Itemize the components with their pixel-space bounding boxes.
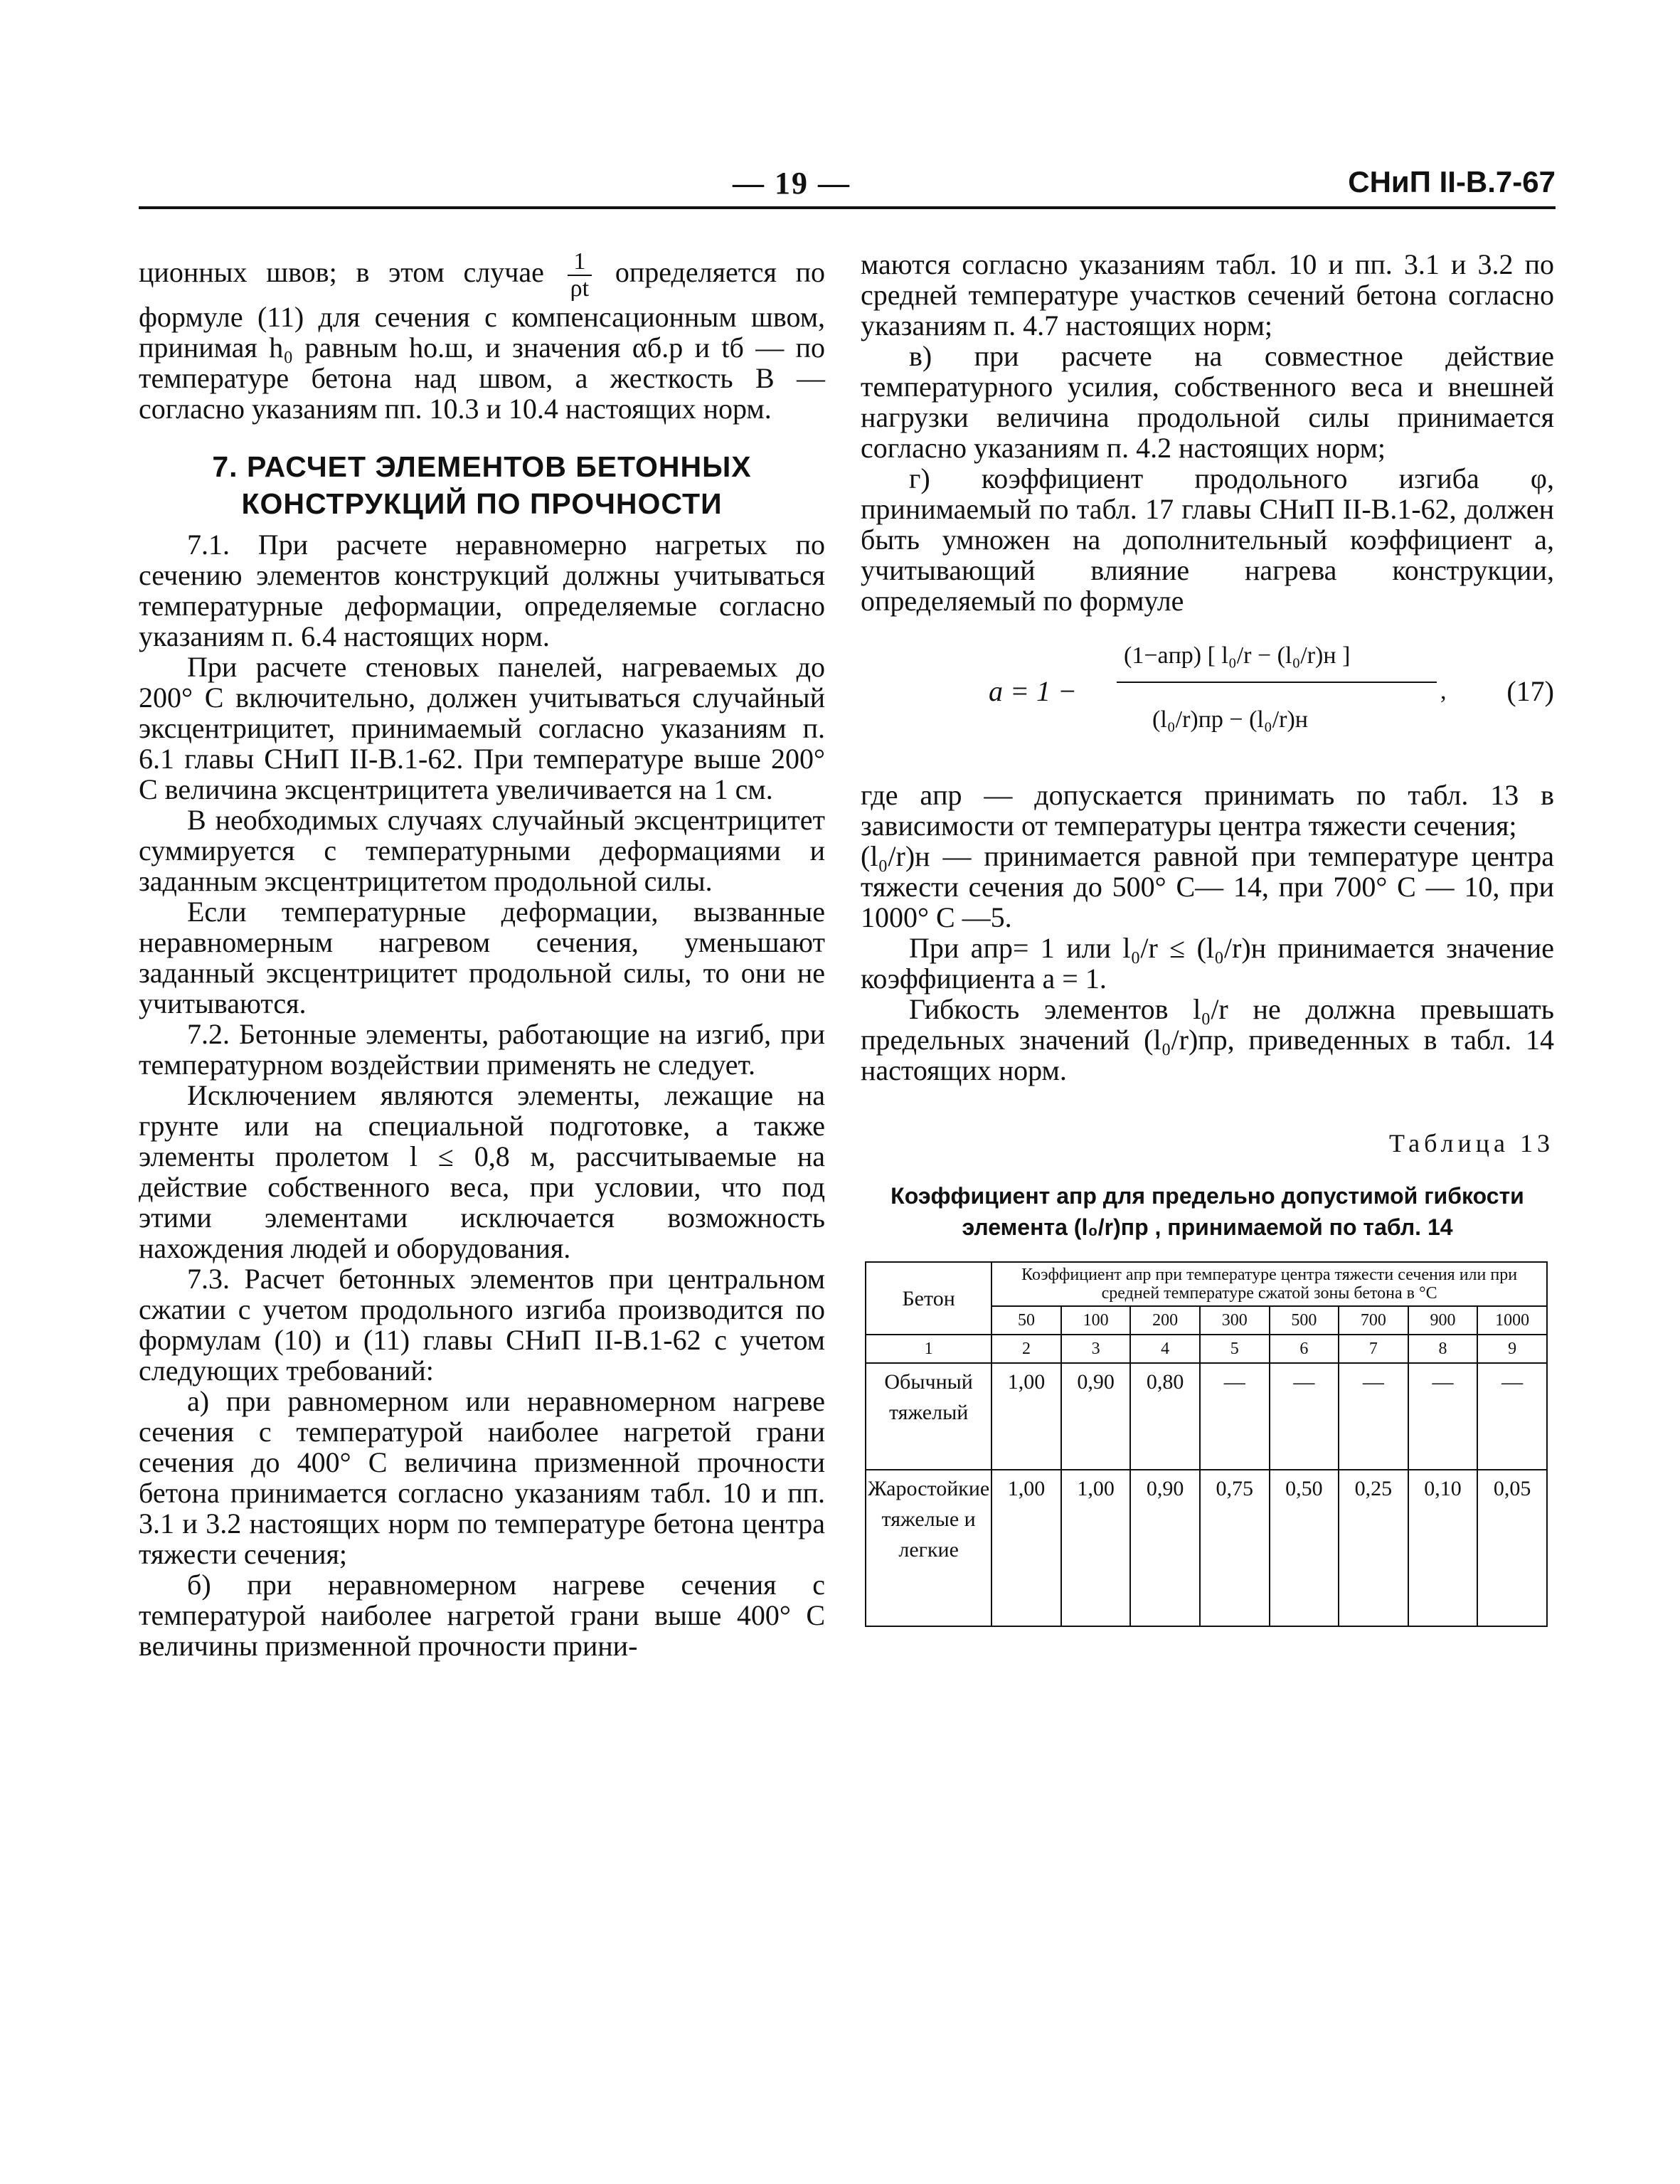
table-cell: — (1270, 1363, 1339, 1470)
table-title (861, 1180, 1554, 1243)
col-number: 7 (1339, 1335, 1408, 1363)
paragraph-7-2: 7.2. Бетонные элементы, работающие на изгиб, при температурном воздействии применять не следует. (139, 1018, 825, 1081)
concrete-name: Жаростойкие тяжелые и легкие (866, 1470, 991, 1626)
table-cell: 0,10 (1408, 1470, 1478, 1626)
list-item-g: г) коэффициент продольного изгиба φ, принимаемый по табл. 17 главы СНиП II-В.1-62, должен быть умножен на дополнительный коэффициент a, учитывающий влияние нагрева конструкции, определяемый по формуле (861, 462, 1554, 617)
fraction (568, 249, 592, 302)
col-number: 8 (1408, 1335, 1478, 1363)
paragraph: При aпр= 1 или l₀/r ≤ (l₀/r)н принимается значение коэффициента a = 1. (861, 932, 1554, 995)
table-cell: 0,75 (1200, 1470, 1270, 1626)
list-item-v: в) при расчете на совместное действие температурного усилия, собственного веса и внешней нагрузки величина продольной силы принимается согласно указаниям п. 4.2 настоящих норм; (861, 340, 1554, 464)
where-item-apr (861, 780, 1554, 841)
text-fragment: ционных швов; в этом случае (139, 256, 544, 289)
temp-header: 700 (1339, 1306, 1408, 1335)
table-13 (865, 1261, 1548, 1627)
temp-header: 50 (991, 1306, 1061, 1335)
temp-header: 1000 (1477, 1306, 1547, 1335)
table-cell: 0,25 (1339, 1470, 1408, 1626)
fraction-bar (1117, 682, 1437, 683)
table-title-line: элемента (l₀/r)пр , принимаемой по табл. 14 (962, 1214, 1453, 1240)
paragraph-continuation (139, 249, 825, 424)
temp-header: 500 (1270, 1306, 1339, 1335)
col-number: 5 (1200, 1335, 1270, 1363)
table-cell: — (1339, 1363, 1408, 1470)
col-number: 6 (1270, 1335, 1339, 1363)
table-cell: 1,00 (991, 1363, 1061, 1470)
table-cell: 0,80 (1130, 1363, 1200, 1470)
table-row (866, 1470, 1547, 1626)
col-number: 1 (866, 1335, 991, 1363)
temp-header: 100 (1061, 1306, 1131, 1335)
table-cell: — (1408, 1363, 1478, 1470)
table-cell: — (1200, 1363, 1270, 1470)
formula-17 (861, 626, 1554, 775)
paragraph-7-3: 7.3. Расчет бетонных элементов при центральном сжатии с учетом продольного изгиба производится по формулам (10) и (11) главы СНиП II-В.1-62 с учетом следующих требований: (139, 1263, 825, 1387)
table-row (866, 1363, 1547, 1470)
table-cell: 0,90 (1130, 1470, 1200, 1626)
section-title: 7. РАСЧЕТ ЭЛЕМЕНТОВ БЕТОННЫХ КОНСТРУКЦИЙ ПО ПРОЧНОСТИ (212, 450, 752, 520)
document-code: СНиП II-В.7-67 (1348, 165, 1556, 198)
list-item-a: а) при равномерном или неравномерном нагреве сечения с температурой наиболее нагретой грани сечения до 400° С величина призменной прочности бетона принимается согласно указаниям табл. 10 и пп. 3.1 и 3.2 настоящих норм по температуре бетона центра тяжести сечения; (139, 1385, 825, 1570)
temp-header: 300 (1200, 1306, 1270, 1335)
col-number: 3 (1061, 1335, 1131, 1363)
table-header-concrete: Бетон (866, 1262, 991, 1335)
paragraph: Гибкость элементов l₀/r не должна превышать предельных значений (l₀/r)пр, приведенных в табл. 14 настоящих норм. (861, 993, 1554, 1086)
table-cell: 1,00 (991, 1470, 1061, 1626)
table-cell: 0,05 (1477, 1470, 1547, 1626)
table-cell: — (1477, 1363, 1547, 1470)
temp-header: 900 (1408, 1306, 1478, 1335)
formula-comma: , (1440, 678, 1447, 704)
where-symbol: где aпр — (861, 779, 1013, 811)
temp-header: 200 (1130, 1306, 1200, 1335)
concrete-name: Обычный тяжелый (866, 1363, 991, 1470)
table-cell: 1,00 (1061, 1470, 1131, 1626)
col-number: 2 (991, 1335, 1061, 1363)
table-cell: 0,50 (1270, 1470, 1339, 1626)
paragraph: В необходимых случаях случайный эксцентрицитет суммируется с температурными деформациями и заданным эксцентрицитетом продольной силы. (139, 804, 825, 897)
text-fragment: определяется по формуле (11) для сечения с компенсационным швом, принимая h₀ равным hо.ш, и значения αб.р и tб — по температуре бетона над швом, а жесткость B — согласно указаниям пп. 10.3 и 10.4 настоящих норм. (139, 256, 826, 425)
paragraph: При расчете стеновых панелей, нагреваемых до 200° С включительно, должен учитываться случайный эксцентрицитет, принимаемый согласно указаниям п. 6.1 главы СНиП II-В.1-62. При температуре выше 200° С величина эксцентрицитета увеличивается на 1 см. (139, 651, 825, 805)
fraction-numerator: 1 (568, 249, 592, 276)
list-item-b: б) при неравномерном нагреве сечения с температурой наиболее нагретой грани выше 400° С величины призменной прочности прини- (139, 1569, 825, 1662)
where-symbol: (l₀/r)н — (861, 840, 972, 872)
col-number: 9 (1477, 1335, 1547, 1363)
left-column (139, 249, 825, 1661)
table-group-header: Коэффициент aпр при температуре центра тяжести сечения или при средней температуре сжатой зоны бетона в °С (991, 1262, 1547, 1306)
col-number: 4 (1130, 1335, 1200, 1363)
right-column (861, 249, 1554, 1627)
paragraph: Если температурные деформации, вызванные неравномерным нагревом сечения, уменьшают заданный эксцентрицитет продольной силы, то они не учитываются. (139, 896, 825, 1019)
table-cell: 0,90 (1061, 1363, 1131, 1470)
table-title-line: Коэффициент aпр для предельно допустимой гибкости (890, 1183, 1524, 1209)
page-number: — 19 — (733, 166, 851, 201)
where-text: принимается равной при температуре центра тяжести сечения до 500° С— 14, при 700° С — 10, при 1000° С —5. (861, 840, 1555, 933)
fraction-denominator: ρt (570, 275, 590, 302)
formula-lhs: a = 1 − (989, 675, 1077, 707)
where-text: допускается принимать по табл. 13 в зависимости от температуры центра тяжести сечения; (861, 779, 1555, 842)
formula-number: (17) (1506, 675, 1554, 707)
table-caption: Таблица 13 (1389, 1129, 1554, 1157)
formula-numerator: (1−aпр) [ l₀/r − (l₀/r)н ] (1124, 642, 1351, 669)
where-item-lr (861, 841, 1554, 933)
paragraph: Исключением являются элементы, лежащие на грунте или на специальной подготовке, а также элементы пролетом l ≤ 0,8 м, рассчитываемые на действие собственного веса, при условии, что под этими элементами исключается возможность нахождения людей и оборудования. (139, 1079, 825, 1264)
paragraph-continuation: маются согласно указаниям табл. 10 и пп. 3.1 и 3.2 по средней температуре участков сечений бетона согласно указаниям п. 4.7 настоящих норм; (861, 248, 1554, 341)
formula-denominator: (l₀/r)пр − (l₀/r)н (1152, 706, 1308, 733)
paragraph-7-1: 7.1. При расчете неравномерно нагретых по сечению элементов конструкций должны учитываться температурные деформации, определяемые согласно указаниям п. 6.4 настоящих норм. (139, 529, 825, 652)
header-rule (139, 206, 1556, 209)
